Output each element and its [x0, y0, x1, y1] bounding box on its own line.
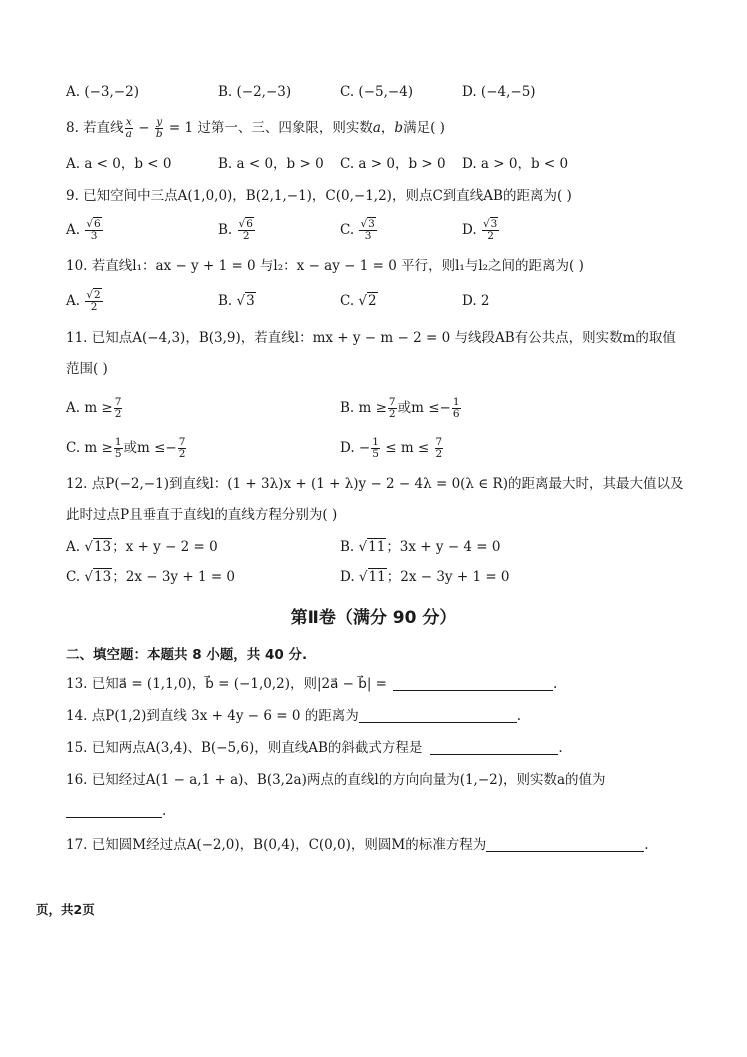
- q12-option-c: C. √13；2x − 3y + 1 = 0: [66, 569, 236, 585]
- q8-prefix: 8. 若直线: [66, 120, 124, 136]
- q11-option-c: C. m ≥ $\frac{1}{5}$ 或m ≤− $\frac{7}{2}$: [66, 436, 186, 460]
- q9-option-d: D. $\frac{√3}{2}$: [462, 218, 498, 242]
- q7-option-c: C. (−5,−4): [340, 84, 414, 100]
- q10-option-d: D. 2: [462, 293, 490, 309]
- question-11-line2: 范围( ): [66, 361, 108, 377]
- q8-option-d: D. a > 0，b < 0: [462, 156, 569, 172]
- q10-option-a: A. $\frac{√2}{2}$: [66, 289, 101, 313]
- question-12-line1: 12. 点P(−2,−1)到直线l：(1 + 3λ)x + (1 + λ)y − 2 − 4λ = 0(λ ∈ R)的距离最大时，其最大值以及: [66, 476, 684, 492]
- q11-option-a: A. m ≥ $\frac{7}{2}$: [66, 396, 122, 420]
- question-13: 13. 已知a⃗ = (1,1,0)，b⃗ = (−1,0,2)，则|2a⃗ − b⃗| = .: [66, 676, 558, 692]
- question-15: 15. 已知两点A(3,4)、B(−5,6)，则直线AB的斜截式方程是 .: [66, 740, 563, 756]
- q14-answer-blank[interactable]: [359, 708, 517, 723]
- question-17: 17. 已知圆M经过点A(−2,0)，B(0,4)，C(0,0)，则圆M的标准方程为 .: [66, 837, 649, 853]
- q7-option-a: A. (−3,−2): [66, 84, 139, 100]
- question-14: 14. 点P(1,2)到直线 3x + 4y − 6 = 0 的距离为 .: [66, 708, 522, 724]
- q12-option-d: D. √11；2x − 3y + 1 = 0: [340, 569, 510, 585]
- q9-option-a: A. $\frac{√6}{3}$: [66, 218, 101, 242]
- q8-option-c: C. a > 0，b > 0: [340, 156, 446, 172]
- fraction-x-over-a: $\frac{x}{a}$: [125, 116, 132, 140]
- section-2-heading: 二、填空题：本题共 8 小题，共 40 分.: [66, 647, 308, 663]
- question-16-answer-line: .: [66, 802, 166, 820]
- question-10: 10. 若直线l₁：ax − y + 1 = 0 与l₂：x − ay − 1 = 0 平行，则l₁与l₂之间的距离为( ): [66, 258, 584, 274]
- fraction-y-over-b: $\frac{y}{b}$: [155, 116, 163, 140]
- q16-answer-blank[interactable]: [66, 803, 162, 818]
- q12-option-a: A. √13；x + y − 2 = 0: [66, 539, 218, 555]
- question-8: 8. 若直线 $\frac{x}{a}$ − $\frac{y}{b}$ = 1 过第一、三、四象限，则实数a，b满足( ): [66, 116, 445, 140]
- q8-middle: = 1 过第一、三、四象限，则实数: [168, 120, 373, 136]
- q10-option-b: B. √3: [218, 293, 255, 309]
- page-footer: 页，共2页: [36, 902, 95, 917]
- q15-answer-blank[interactable]: [430, 740, 558, 755]
- q7-option-b: B. (−2,−3): [218, 84, 292, 100]
- q13-answer-blank[interactable]: [393, 676, 553, 691]
- question-12-line2: 此时过点P且垂直于直线l的直线方程分别为( ): [66, 507, 338, 523]
- q10-option-c: C. √2: [340, 293, 377, 309]
- q17-answer-blank[interactable]: [486, 837, 644, 852]
- q8-suffix: 满足( ): [403, 120, 445, 136]
- q11-option-b: B. m ≥ $\frac{7}{2}$ 或m ≤− $\frac{1}{6}$: [340, 396, 460, 420]
- question-9: 9. 已知空间中三点A(1,0,0)，B(2,1,−1)，C(0,−1,2)，则点C到直线AB的距离为( ): [66, 188, 572, 204]
- q11-option-d: D. − $\frac{1}{5}$ ≤ m ≤ $\frac{7}{2}$: [340, 436, 443, 460]
- part-2-title: 第Ⅱ卷（满分 90 分）: [290, 608, 457, 628]
- q9-option-c: C. $\frac{√3}{3}$: [340, 218, 375, 242]
- q8-option-b: B. a < 0，b > 0: [218, 156, 324, 172]
- q8-option-a: A. a < 0，b < 0: [66, 156, 172, 172]
- question-16: 16. 已知经过A(1 − a,1 + a)、B(3,2a)两点的直线l的方向向量为(1,−2)，则实数a的值为: [66, 772, 606, 788]
- q9-option-b: B. $\frac{√6}{2}$: [218, 218, 253, 242]
- q12-option-b: B. √11；3x + y − 4 = 0: [340, 539, 501, 555]
- question-11-line1: 11. 已知点A(−4,3)，B(3,9)，若直线l：mx + y − m − 2 = 0 与线段AB有公共点，则实数m的取值: [66, 330, 676, 346]
- q7-option-d: D. (−4,−5): [462, 84, 536, 100]
